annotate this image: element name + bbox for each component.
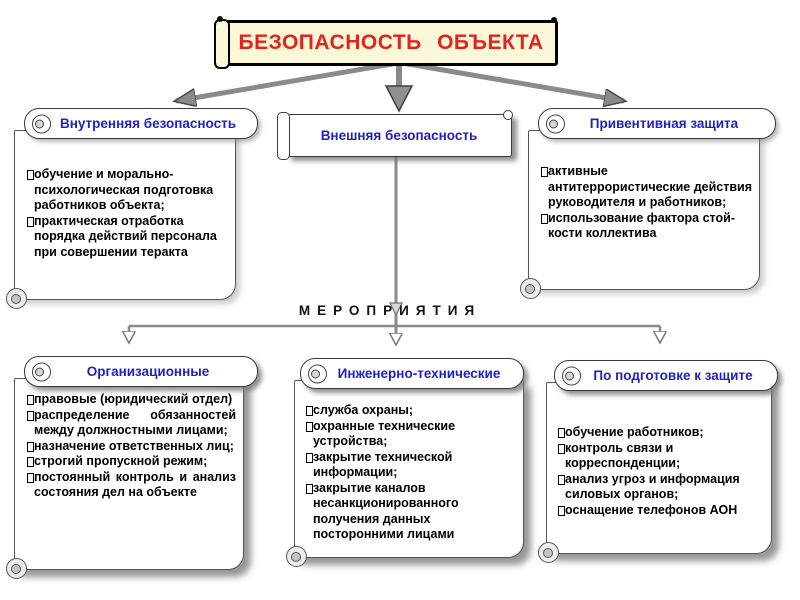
square-bullet-icon	[27, 217, 34, 227]
square-bullet-icon	[306, 422, 313, 432]
square-bullet-icon	[27, 442, 34, 452]
header-label: Внутренняя безопасность	[59, 116, 237, 131]
square-bullet-icon	[558, 428, 565, 438]
list-item-text: правовые (юридический отдел)	[34, 392, 233, 406]
list-item	[558, 441, 766, 472]
list-item-text: закрытие каналов несанкционированного получения данных посторонними лицами	[313, 480, 459, 541]
square-bullet-icon	[541, 214, 548, 224]
square-bullet-icon	[306, 406, 313, 416]
engineering-technical-panel	[294, 380, 524, 558]
list-item	[558, 503, 766, 519]
organizational-panel	[14, 378, 244, 570]
square-bullet-icon	[558, 506, 565, 516]
scroll-curl-icon	[538, 542, 559, 563]
list-item	[541, 211, 753, 242]
square-bullet-icon	[558, 475, 565, 485]
preventive-protection-header	[538, 108, 776, 139]
list-item-text: строгий пропускной режим;	[34, 454, 208, 468]
list-item	[27, 439, 236, 455]
square-bullet-icon	[27, 473, 34, 483]
external-security-header	[286, 114, 512, 157]
scroll-curl-icon	[520, 278, 541, 299]
scroll-roll-icon	[277, 112, 290, 160]
list-item-text: анализ угроз и информация силовых органов;	[565, 471, 740, 501]
internal-security-panel	[14, 130, 236, 300]
list-item-text: обучение работников;	[565, 425, 704, 439]
scroll-curl-icon	[286, 546, 307, 567]
list-item	[306, 403, 518, 419]
square-bullet-icon	[27, 411, 34, 421]
scroll-curl-icon	[503, 110, 513, 120]
scroll-curl-icon	[546, 114, 565, 133]
engineering-technical-header	[300, 358, 524, 389]
page-title: БЕЗОПАСНОСТЬ ОБЪЕКТА	[238, 31, 544, 54]
banner-knob-icon	[551, 17, 557, 23]
list-item	[27, 214, 229, 261]
title-banner	[224, 20, 558, 66]
banner-roll-icon	[214, 19, 230, 69]
scroll-curl-icon	[6, 288, 27, 309]
list-item-text: активные антитеррористические действия руководителя и работников;	[548, 164, 753, 209]
list-item-text: служба охраны;	[313, 403, 414, 417]
square-bullet-icon	[558, 444, 565, 454]
scroll-curl-icon	[32, 362, 51, 381]
list-item-text: оснащение телефонов АОН	[565, 502, 738, 517]
list-item	[27, 470, 236, 501]
header-label: Внешняя безопасность	[320, 128, 478, 143]
list-item-text: закрытие технической информации;	[313, 449, 453, 479]
measures-label: МЕРОПРИЯТИЯ	[298, 303, 482, 318]
list-item	[27, 408, 236, 439]
header-label: По подготовке к защите	[593, 368, 753, 383]
square-bullet-icon	[27, 395, 34, 405]
list-item-text: использование фактора стой-кости коллектива	[548, 210, 735, 240]
list-item-text: распределение обязанностей между должностными лицами;	[34, 407, 236, 437]
list-item-text: обучение и морально-психологическая подготовка работников объекта;	[34, 167, 214, 212]
square-bullet-icon	[27, 170, 34, 180]
defense-preparation-header	[554, 360, 778, 391]
square-bullet-icon	[306, 453, 313, 463]
organizational-header	[24, 356, 258, 387]
list-item-text: постоянный контроль и анализ состояния дел на объекте	[34, 469, 236, 499]
list-item-text: контроль связи и корреспонденции;	[565, 440, 681, 470]
list-item	[306, 481, 518, 543]
list-item	[306, 419, 518, 450]
scroll-curl-icon	[308, 364, 327, 383]
preventive-protection-panel	[528, 130, 760, 290]
banner-knob-icon	[217, 16, 223, 22]
list-item	[541, 164, 753, 211]
list-item	[27, 167, 229, 214]
list-item-text: охранные технические устройства;	[313, 418, 456, 448]
list-item	[306, 450, 518, 481]
scroll-curl-icon	[562, 366, 581, 385]
list-item	[27, 392, 236, 408]
square-bullet-icon	[306, 484, 313, 494]
list-item-text: назначение ответственных лиц;	[34, 438, 234, 453]
header-label: Привентивная защита	[589, 116, 739, 131]
list-item	[558, 472, 766, 503]
header-label: Инженерно-технические	[337, 366, 501, 381]
scroll-curl-icon	[32, 114, 51, 133]
square-bullet-icon	[27, 457, 34, 467]
square-bullet-icon	[541, 167, 548, 177]
list-item	[27, 454, 236, 470]
scroll-curl-icon	[6, 558, 27, 579]
list-item-text: практическая отработка порядка действий персонала при совершении теракта	[34, 213, 217, 259]
list-item	[558, 425, 766, 441]
defense-preparation-panel	[546, 382, 772, 554]
header-label: Организационные	[86, 364, 210, 379]
internal-security-header	[24, 108, 258, 139]
